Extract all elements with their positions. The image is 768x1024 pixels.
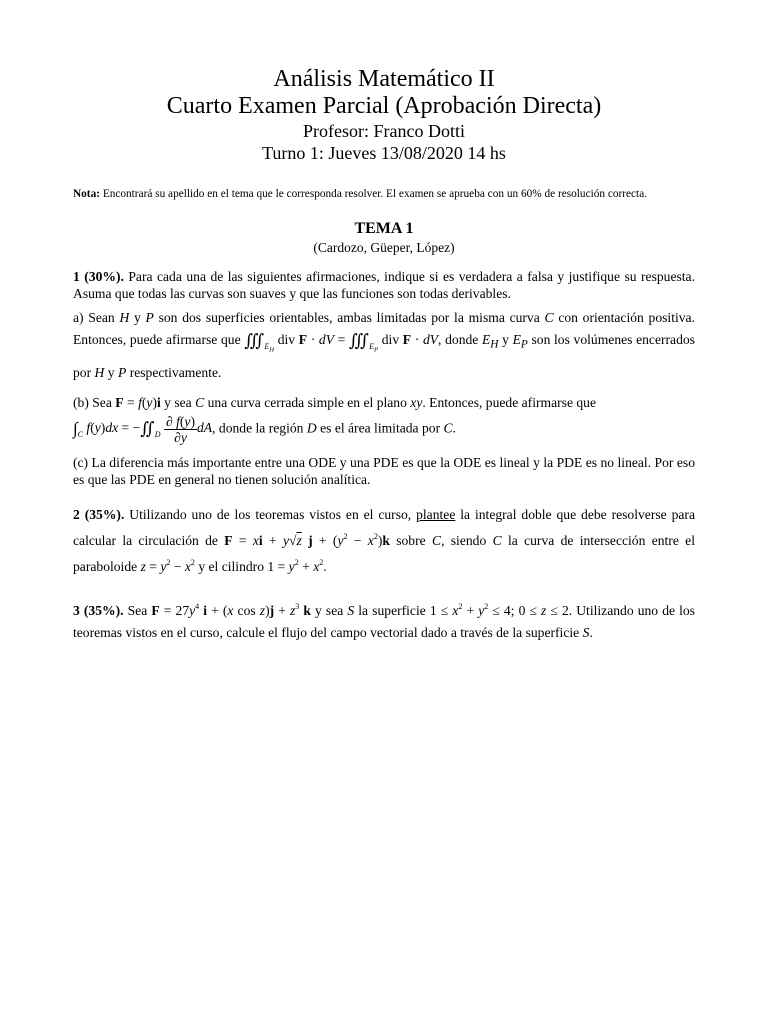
surface-domain-formula: $1 \le x^2 + y^2 \le 4$; 0 ≤ z ≤ 2 — [429, 602, 569, 619]
field-f-q2-formula: F = xi + y√z $j + (y^2 - x^2)k$ — [224, 532, 390, 549]
question-1-text: Para cada una de las siguientes afirmaciones, indique si es verdadera a falsa y justifique su respuesta. Asuma que todas las curvas son suaves y que las funciones son todas derivables. — [73, 269, 695, 301]
note-label: Nota: — [73, 188, 100, 200]
question-1c: (c) La diferencia más importante entre una ODE y una PDE es que la ODE es lineal y la PDE es no lineal. Por eso es que las PDE en general no tienen solución analítica. — [73, 455, 695, 488]
cylinder-formula: $1 = y^2 + x^2$ — [267, 558, 324, 575]
question-2: 2 (35%). Utilizando uno de los teoremas vistos en el curso, plantee la integral doble que debe resolverse para calcular la circulación de F = xi + y√z $j + (y^2 - x^2)k$ sobre C, siendo C la curva de intersección entre el paraboloide $z = y^2 - x^2$ y el cilindro $1 = y^2 + x^2$. — [73, 507, 695, 575]
question-1a: a) Sean H y P son dos superficies orientables, ambas limitadas por la misma curva C con orientación positiva. Entonces, puede afirmarse que $∭_{E_H}$ div F · dV = $∭_{E_P}$ div F · dV, donde $E_H$ y $E_P$ son los volúmenes encerrados por H y P respectivamente. — [73, 310, 695, 380]
question-3-label: 3 (35%). — [73, 603, 124, 619]
note-text: Encontrará su apellido en el tema que le corresponda resolver. El examen se aprueba con un 60% de resolución correcta. — [102, 188, 648, 200]
exam-title: Cuarto Examen Parcial (Aprobación Directa) — [166, 93, 602, 119]
professor-line: Profesor: Franco Dotti — [303, 121, 465, 141]
exam-page — [73, 66, 695, 644]
question-3: 3 (35%). Sea $F = 27y^4$ i + (x $\cos z)j + z^3$ k y sea S la superficie $1 \le x^2 + y^2 \le 4$; 0 ≤ z ≤ 2. Utilizando uno de los teoremas vistos en el curso, calcule el flujo del campo vectorial dado a través de la superficie S. — [73, 602, 695, 641]
course-title: Análisis Matemático II — [273, 66, 495, 92]
exam-note — [73, 187, 695, 202]
green-theorem-formula: $\int_C$ $f(y)dx = -∬_D$ $\frac{\partial f(y)}{\partial y}$ dA — [73, 413, 213, 445]
divergence-equality-formula: $∭_{E_H}$ div F · dV = $∭_{E_P}$ div F · dV — [244, 331, 439, 354]
paraboloid-formula: $z = y^2 - x^2$ — [140, 558, 195, 575]
tema-students: (Cardozo, Güeper, López) — [313, 240, 455, 255]
question-1-intro — [73, 268, 695, 302]
session-line: Turno 1: Jueves 13/08/2020 14 hs — [262, 143, 506, 163]
plantee-underlined: plantee — [416, 507, 456, 523]
question-1-label: 1 (30%). — [73, 269, 124, 284]
field-f-y-i-formula: F = f(y)i — [115, 394, 161, 410]
field-f-q3-formula: $F = 27y^4$ i + (x $\cos z)j + z^3$ k — [151, 602, 311, 619]
question-1b: (b) Sea F = f(y)i y sea C una curva cerrada simple en el plano xy. Entonces, puede afirmarse que $\int_C$ $f(y)dx = -∬_D$ $\frac{\partial f(y)}{\partial y}$ dA, donde la región D es el área limitada por C. — [73, 394, 597, 445]
exam-header — [73, 66, 695, 164]
tema-title: TEMA 1 — [354, 220, 414, 237]
question-2-label: 2 (35%). — [73, 507, 125, 523]
